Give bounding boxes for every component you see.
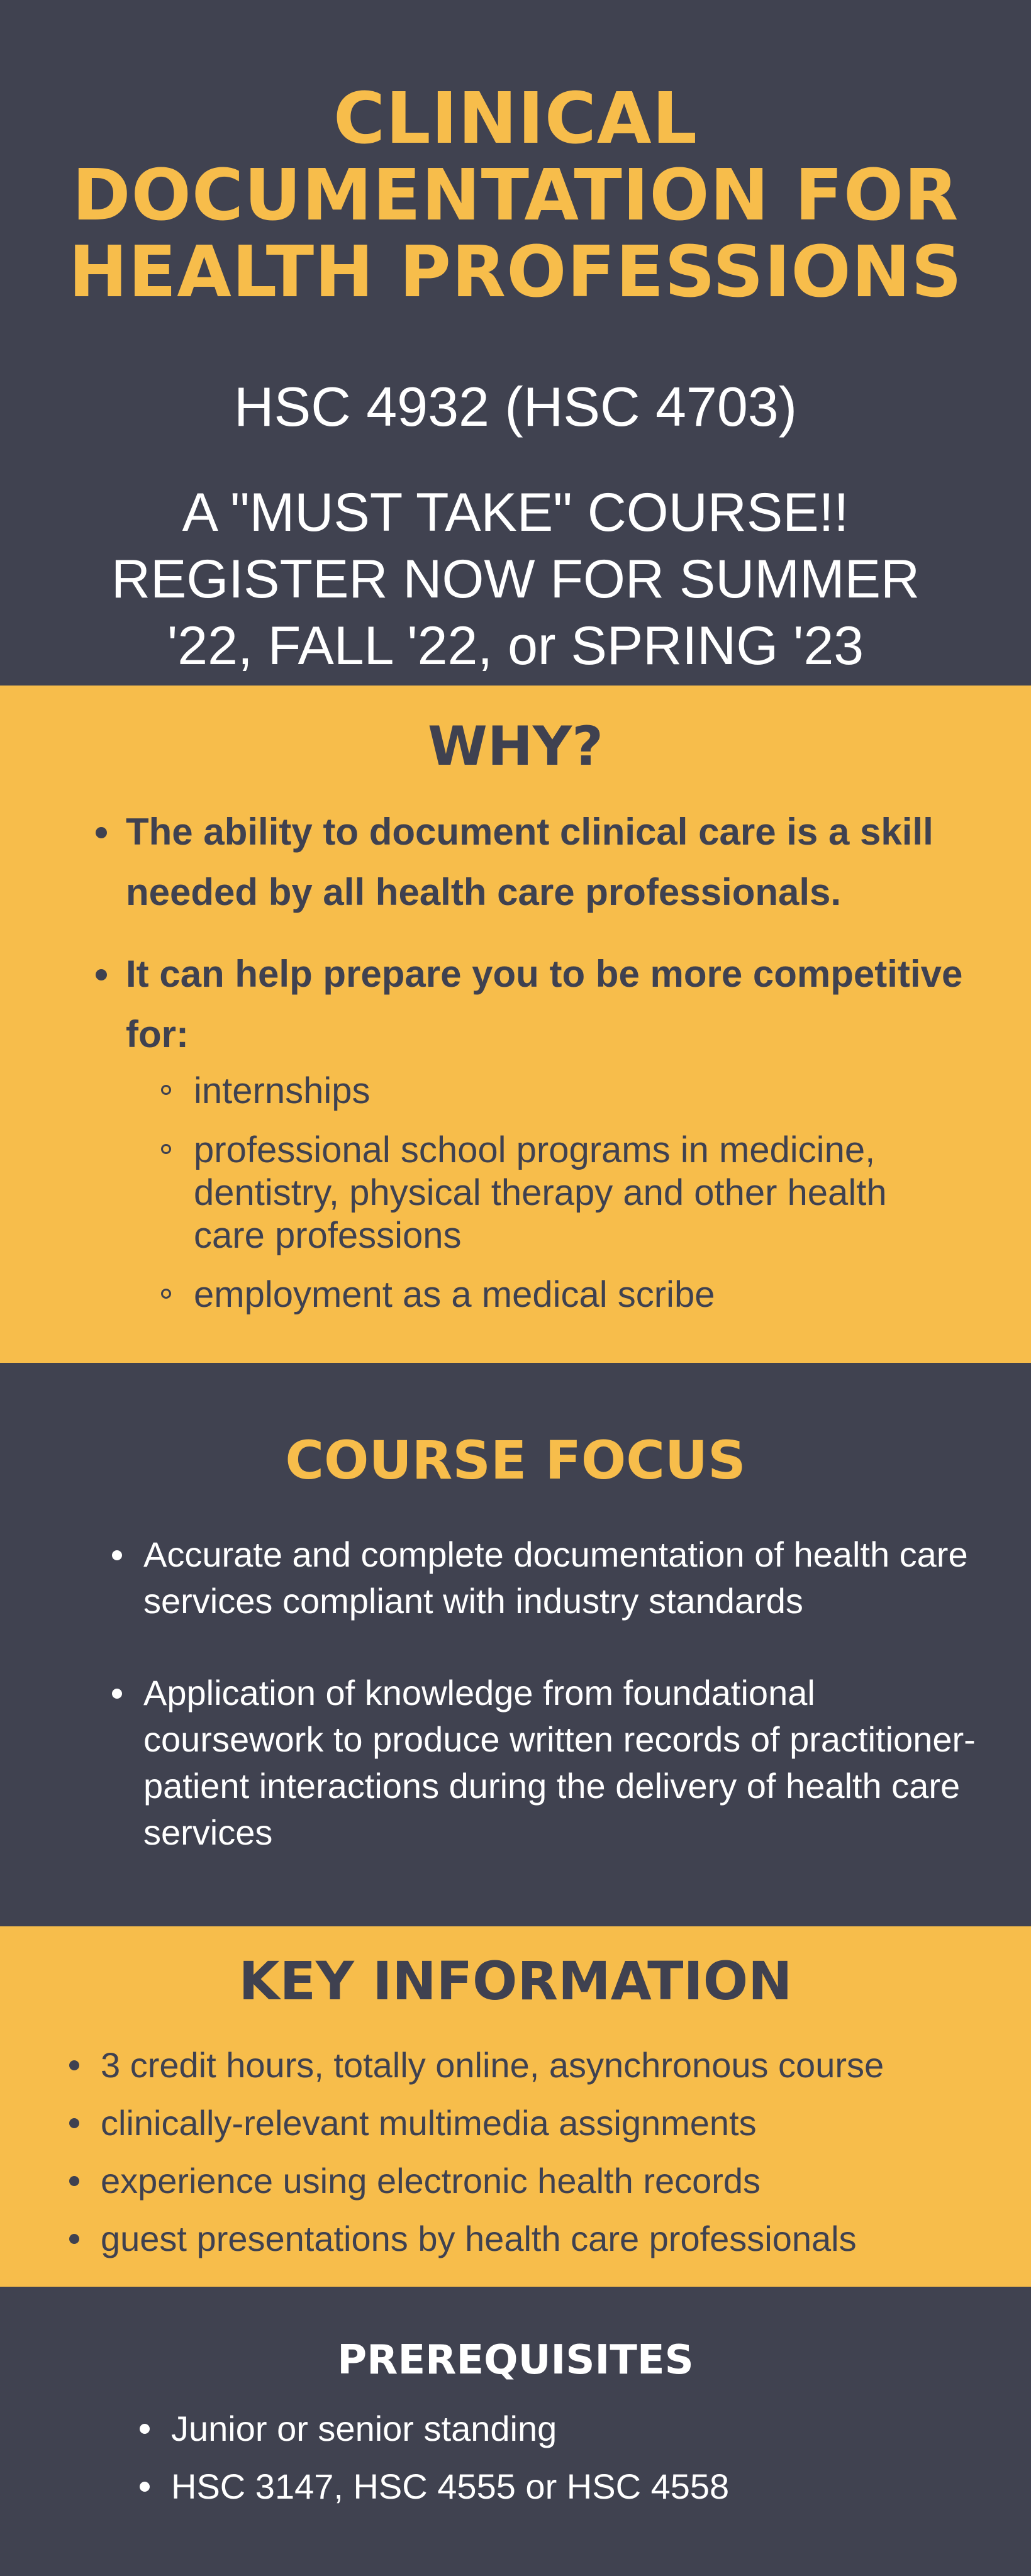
- key-information-text: clinically-relevant multimedia assignments: [101, 2103, 757, 2143]
- tagline: [0, 479, 1031, 679]
- circle-bullet-icon: [161, 1289, 171, 1299]
- key-information-text: guest presentations by health care professionals: [101, 2219, 857, 2258]
- key-information-point: [101, 2152, 1019, 2210]
- why-point-text: It can help prepare you to be more competitive for:: [126, 953, 963, 1055]
- circle-bullet-icon: [161, 1144, 171, 1154]
- bullet-icon: [69, 2060, 79, 2070]
- why-section: [0, 686, 1031, 1363]
- bullet-icon: [69, 2234, 79, 2244]
- tagline-line: A "MUST TAKE" COURSE!!: [182, 482, 849, 543]
- course-focus-list: [143, 1531, 980, 1901]
- course-code: HSC 4932 (HSC 4703): [233, 375, 798, 438]
- why-point: [126, 802, 969, 923]
- bullet-icon: [140, 2482, 150, 2492]
- course-focus-section: [0, 1363, 1031, 1926]
- title-line: HEALTH PROFESSIONS: [68, 231, 962, 313]
- bullet-icon: [112, 1550, 122, 1560]
- header-section: [0, 0, 1031, 686]
- why-sub-point: [194, 1129, 949, 1257]
- bullet-icon: [96, 969, 107, 980]
- prerequisites-list: [171, 2400, 989, 2516]
- why-sub-point: [194, 1070, 949, 1113]
- bullet-icon: [69, 2176, 79, 2186]
- why-point: [126, 944, 969, 1316]
- key-information-text: 3 credit hours, totally online, asynchronous course: [101, 2045, 884, 2085]
- course-focus-heading: COURSE FOCUS: [285, 1430, 746, 1491]
- course-focus-text: Accurate and complete documentation of health care services compliant with industry standards: [143, 1535, 968, 1621]
- key-information-point: [101, 2094, 1019, 2152]
- why-heading: WHY?: [428, 715, 603, 778]
- why-sub-point-text: professional school programs in medicine, dentistry, physical therapy and other health care professions: [194, 1130, 887, 1256]
- prerequisites-section: [0, 2287, 1031, 2576]
- title-line: CLINICAL: [333, 78, 698, 160]
- bullet-icon: [96, 827, 107, 838]
- prerequisite-text: Junior or senior standing: [171, 2409, 557, 2448]
- key-information-point: [101, 2210, 1019, 2268]
- key-information-point: [101, 2036, 1019, 2094]
- why-sub-list: [126, 1070, 969, 1316]
- key-information-list: [101, 2036, 1019, 2268]
- circle-bullet-icon: [161, 1085, 171, 1095]
- prerequisite-point: [171, 2458, 989, 2516]
- key-information-heading: KEY INFORMATION: [238, 1950, 793, 2012]
- title-line: DOCUMENTATION FOR: [72, 155, 959, 236]
- prerequisites-heading: PREREQUISITES: [337, 2337, 694, 2384]
- prerequisite-point: [171, 2400, 989, 2458]
- course-focus-point: [143, 1670, 980, 1856]
- why-sub-point: [194, 1274, 949, 1316]
- key-information-text: experience using electronic health records: [101, 2161, 761, 2201]
- course-focus-point: [143, 1531, 980, 1624]
- tagline-line: '22, FALL '22, or SPRING '23: [167, 616, 864, 676]
- why-sub-point-text: employment as a medical scribe: [194, 1274, 715, 1315]
- bullet-icon: [140, 2424, 150, 2434]
- bullet-icon: [112, 1689, 122, 1699]
- why-point-text: The ability to document clinical care is a skill needed by all health care professionals.: [126, 811, 933, 913]
- key-information-section: [0, 1926, 1031, 2287]
- why-sub-point-text: internships: [194, 1070, 371, 1111]
- tagline-line: REGISTER NOW FOR SUMMER: [111, 549, 920, 609]
- course-focus-text: Application of knowledge from foundational coursework to produce written records of practitioner-patient interactions during the delivery of health care services: [143, 1673, 976, 1852]
- bullet-icon: [69, 2118, 79, 2128]
- why-list: [126, 802, 969, 1338]
- prerequisite-text: HSC 3147, HSC 4555 or HSC 4558: [171, 2467, 730, 2506]
- page-title: [0, 80, 1031, 311]
